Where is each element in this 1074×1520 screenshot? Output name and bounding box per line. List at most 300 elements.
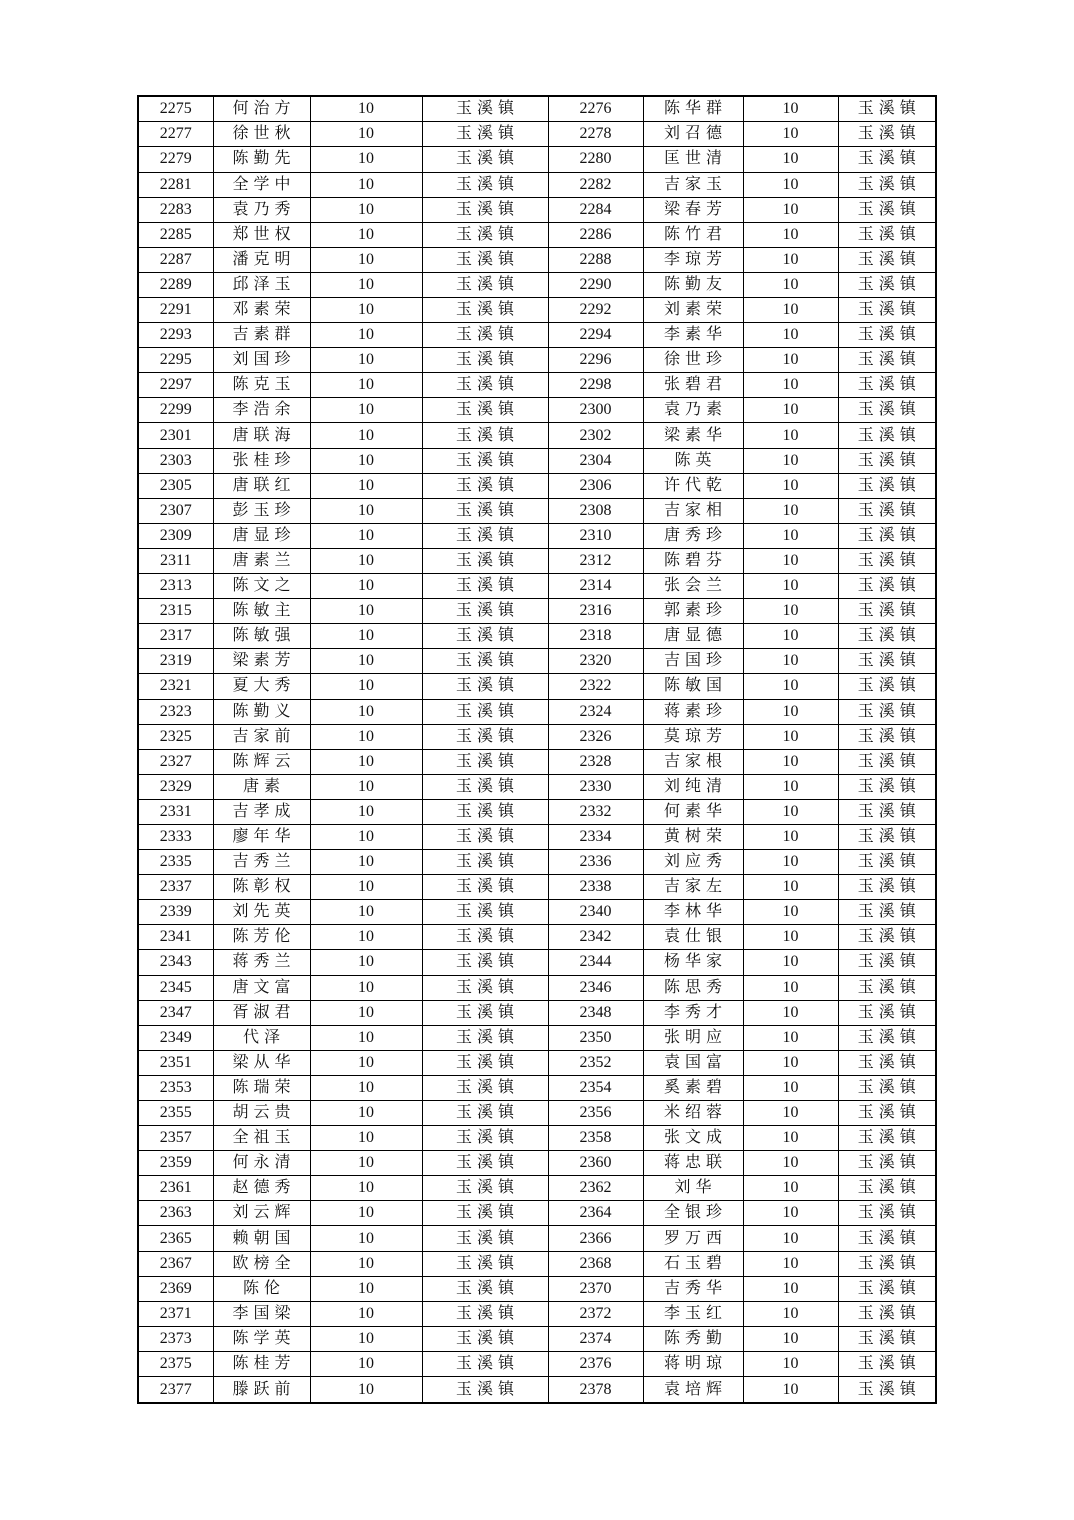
- serial-cell: 2352: [548, 1050, 643, 1075]
- amount-cell: 10: [310, 749, 422, 774]
- town-cell: 玉溪镇: [422, 724, 548, 749]
- amount-cell: 10: [310, 1075, 422, 1100]
- amount-cell: 10: [743, 875, 838, 900]
- town-cell: 玉溪镇: [838, 1101, 936, 1126]
- amount-cell: 10: [310, 1025, 422, 1050]
- amount-cell: 10: [310, 1301, 422, 1326]
- serial-cell: 2277: [138, 122, 213, 147]
- amount-cell: 10: [310, 1176, 422, 1201]
- name-cell: 唐秀珍: [643, 523, 743, 548]
- serial-cell: 2301: [138, 423, 213, 448]
- serial-cell: 2283: [138, 197, 213, 222]
- town-cell: 玉溪镇: [422, 1050, 548, 1075]
- amount-cell: 10: [743, 498, 838, 523]
- serial-cell: 2355: [138, 1101, 213, 1126]
- serial-cell: 2276: [548, 96, 643, 122]
- name-cell: 吉秀兰: [213, 850, 310, 875]
- name-cell: 郭素珍: [643, 599, 743, 624]
- town-cell: 玉溪镇: [838, 599, 936, 624]
- serial-cell: 2350: [548, 1025, 643, 1050]
- serial-cell: 2348: [548, 1000, 643, 1025]
- town-cell: 玉溪镇: [422, 850, 548, 875]
- amount-cell: 10: [743, 1226, 838, 1251]
- town-cell: 玉溪镇: [838, 96, 936, 122]
- town-cell: 玉溪镇: [422, 1075, 548, 1100]
- name-cell: 吉素群: [213, 323, 310, 348]
- serial-cell: 2305: [138, 473, 213, 498]
- serial-cell: 2359: [138, 1151, 213, 1176]
- amount-cell: 10: [310, 548, 422, 573]
- amount-cell: 10: [310, 197, 422, 222]
- amount-cell: 10: [310, 423, 422, 448]
- amount-cell: 10: [743, 749, 838, 774]
- serial-cell: 2342: [548, 925, 643, 950]
- amount-cell: 10: [743, 96, 838, 122]
- amount-cell: 10: [310, 247, 422, 272]
- serial-cell: 2278: [548, 122, 643, 147]
- serial-cell: 2275: [138, 96, 213, 122]
- serial-cell: 2324: [548, 699, 643, 724]
- amount-cell: 10: [310, 875, 422, 900]
- town-cell: 玉溪镇: [838, 197, 936, 222]
- name-cell: 梁从华: [213, 1050, 310, 1075]
- town-cell: 玉溪镇: [838, 1276, 936, 1301]
- amount-cell: 10: [743, 398, 838, 423]
- serial-cell: 2291: [138, 298, 213, 323]
- name-cell: 吉家前: [213, 724, 310, 749]
- town-cell: 玉溪镇: [422, 1000, 548, 1025]
- serial-cell: 2297: [138, 373, 213, 398]
- table-row: [138, 423, 936, 448]
- town-cell: 玉溪镇: [422, 674, 548, 699]
- serial-cell: 2327: [138, 749, 213, 774]
- town-cell: 玉溪镇: [422, 373, 548, 398]
- town-cell: 玉溪镇: [838, 398, 936, 423]
- table-row: [138, 1000, 936, 1025]
- town-cell: 玉溪镇: [422, 548, 548, 573]
- town-cell: 玉溪镇: [422, 1101, 548, 1126]
- town-cell: 玉溪镇: [838, 1151, 936, 1176]
- amount-cell: 10: [743, 799, 838, 824]
- town-cell: 玉溪镇: [838, 298, 936, 323]
- name-cell: 奚素碧: [643, 1075, 743, 1100]
- amount-cell: 10: [310, 1050, 422, 1075]
- amount-cell: 10: [310, 373, 422, 398]
- amount-cell: 10: [743, 1377, 838, 1403]
- town-cell: 玉溪镇: [422, 799, 548, 824]
- table-row: [138, 1075, 936, 1100]
- table-row: [138, 197, 936, 222]
- serial-cell: 2351: [138, 1050, 213, 1075]
- name-cell: 刘云辉: [213, 1201, 310, 1226]
- amount-cell: 10: [743, 172, 838, 197]
- amount-cell: 10: [743, 323, 838, 348]
- table-row: [138, 448, 936, 473]
- amount-cell: 10: [743, 574, 838, 599]
- amount-cell: 10: [310, 323, 422, 348]
- town-cell: 玉溪镇: [838, 950, 936, 975]
- town-cell: 玉溪镇: [838, 1326, 936, 1351]
- name-cell: 陈敏主: [213, 599, 310, 624]
- town-cell: 玉溪镇: [838, 724, 936, 749]
- name-cell: 唐联红: [213, 473, 310, 498]
- table-row: [138, 900, 936, 925]
- amount-cell: 10: [310, 222, 422, 247]
- table-row: [138, 323, 936, 348]
- name-cell: 李国梁: [213, 1301, 310, 1326]
- amount-cell: 10: [310, 799, 422, 824]
- name-cell: 吉家相: [643, 498, 743, 523]
- table-row: [138, 96, 936, 122]
- serial-cell: 2279: [138, 147, 213, 172]
- name-cell: 陈华群: [643, 96, 743, 122]
- amount-cell: 10: [743, 1000, 838, 1025]
- serial-cell: 2336: [548, 850, 643, 875]
- town-cell: 玉溪镇: [422, 473, 548, 498]
- town-cell: 玉溪镇: [838, 975, 936, 1000]
- serial-cell: 2354: [548, 1075, 643, 1100]
- town-cell: 玉溪镇: [422, 925, 548, 950]
- amount-cell: 10: [743, 147, 838, 172]
- amount-cell: 10: [310, 1276, 422, 1301]
- amount-cell: 10: [310, 448, 422, 473]
- name-cell: 陈敏强: [213, 624, 310, 649]
- town-cell: 玉溪镇: [838, 850, 936, 875]
- table-row: [138, 699, 936, 724]
- amount-cell: 10: [310, 1326, 422, 1351]
- serial-cell: 2329: [138, 774, 213, 799]
- name-cell: 蒋明琼: [643, 1351, 743, 1376]
- amount-cell: 10: [743, 247, 838, 272]
- serial-cell: 2296: [548, 348, 643, 373]
- serial-cell: 2338: [548, 875, 643, 900]
- amount-cell: 10: [743, 925, 838, 950]
- amount-cell: 10: [310, 1226, 422, 1251]
- serial-cell: 2374: [548, 1326, 643, 1351]
- town-cell: 玉溪镇: [838, 1226, 936, 1251]
- serial-cell: 2341: [138, 925, 213, 950]
- serial-cell: 2345: [138, 975, 213, 1000]
- serial-cell: 2316: [548, 599, 643, 624]
- serial-cell: 2290: [548, 272, 643, 297]
- name-cell: 杨华家: [643, 950, 743, 975]
- town-cell: 玉溪镇: [838, 122, 936, 147]
- serial-cell: 2286: [548, 222, 643, 247]
- town-cell: 玉溪镇: [422, 247, 548, 272]
- name-cell: 陈彰权: [213, 875, 310, 900]
- name-cell: 陈勤义: [213, 699, 310, 724]
- name-cell: 陈敏国: [643, 674, 743, 699]
- serial-cell: 2375: [138, 1351, 213, 1376]
- town-cell: 玉溪镇: [838, 1201, 936, 1226]
- amount-cell: 10: [743, 122, 838, 147]
- name-cell: 陈文之: [213, 574, 310, 599]
- town-cell: 玉溪镇: [838, 473, 936, 498]
- table-row: [138, 548, 936, 573]
- serial-cell: 2370: [548, 1276, 643, 1301]
- amount-cell: 10: [310, 1351, 422, 1376]
- table-row: [138, 875, 936, 900]
- serial-cell: 2318: [548, 624, 643, 649]
- amount-cell: 10: [310, 975, 422, 1000]
- amount-cell: 10: [743, 373, 838, 398]
- serial-cell: 2322: [548, 674, 643, 699]
- town-cell: 玉溪镇: [838, 147, 936, 172]
- serial-cell: 2281: [138, 172, 213, 197]
- town-cell: 玉溪镇: [838, 172, 936, 197]
- town-cell: 玉溪镇: [422, 875, 548, 900]
- town-cell: 玉溪镇: [422, 1326, 548, 1351]
- town-cell: 玉溪镇: [422, 1151, 548, 1176]
- town-cell: 玉溪镇: [422, 1025, 548, 1050]
- amount-cell: 10: [310, 724, 422, 749]
- table-row: [138, 272, 936, 297]
- name-cell: 陈学英: [213, 1326, 310, 1351]
- name-cell: 许代乾: [643, 473, 743, 498]
- serial-cell: 2294: [548, 323, 643, 348]
- name-cell: 袁培辉: [643, 1377, 743, 1403]
- name-cell: 刘纯清: [643, 774, 743, 799]
- serial-cell: 2310: [548, 523, 643, 548]
- town-cell: 玉溪镇: [422, 222, 548, 247]
- amount-cell: 10: [743, 599, 838, 624]
- table-row: [138, 599, 936, 624]
- serial-cell: 2319: [138, 649, 213, 674]
- serial-cell: 2335: [138, 850, 213, 875]
- amount-cell: 10: [743, 423, 838, 448]
- name-cell: 黄树荣: [643, 824, 743, 849]
- amount-cell: 10: [743, 548, 838, 573]
- table-row: [138, 1276, 936, 1301]
- serial-cell: 2320: [548, 649, 643, 674]
- name-cell: 郑世权: [213, 222, 310, 247]
- name-cell: 刘先英: [213, 900, 310, 925]
- amount-cell: 10: [310, 649, 422, 674]
- town-cell: 玉溪镇: [838, 548, 936, 573]
- table-row: [138, 1351, 936, 1376]
- town-cell: 玉溪镇: [838, 498, 936, 523]
- amount-cell: 10: [310, 1101, 422, 1126]
- town-cell: 玉溪镇: [838, 1075, 936, 1100]
- table-row: [138, 1377, 936, 1403]
- amount-cell: 10: [743, 222, 838, 247]
- roster-table: [137, 95, 937, 1404]
- name-cell: 陈英: [643, 448, 743, 473]
- table-row: [138, 1326, 936, 1351]
- serial-cell: 2304: [548, 448, 643, 473]
- town-cell: 玉溪镇: [838, 1251, 936, 1276]
- name-cell: 唐素: [213, 774, 310, 799]
- serial-cell: 2357: [138, 1126, 213, 1151]
- town-cell: 玉溪镇: [422, 699, 548, 724]
- serial-cell: 2372: [548, 1301, 643, 1326]
- roster-body: [138, 96, 936, 1403]
- serial-cell: 2287: [138, 247, 213, 272]
- name-cell: 张文成: [643, 1126, 743, 1151]
- serial-cell: 2368: [548, 1251, 643, 1276]
- name-cell: 梁素芳: [213, 649, 310, 674]
- amount-cell: 10: [310, 774, 422, 799]
- table-row: [138, 724, 936, 749]
- name-cell: 李素华: [643, 323, 743, 348]
- name-cell: 袁乃秀: [213, 197, 310, 222]
- serial-cell: 2360: [548, 1151, 643, 1176]
- serial-cell: 2317: [138, 624, 213, 649]
- name-cell: 张会兰: [643, 574, 743, 599]
- town-cell: 玉溪镇: [838, 900, 936, 925]
- town-cell: 玉溪镇: [838, 348, 936, 373]
- table-row: [138, 373, 936, 398]
- name-cell: 刘华: [643, 1176, 743, 1201]
- name-cell: 石玉碧: [643, 1251, 743, 1276]
- town-cell: 玉溪镇: [838, 824, 936, 849]
- town-cell: 玉溪镇: [422, 1377, 548, 1403]
- amount-cell: 10: [743, 900, 838, 925]
- town-cell: 玉溪镇: [838, 1377, 936, 1403]
- serial-cell: 2346: [548, 975, 643, 1000]
- serial-cell: 2300: [548, 398, 643, 423]
- table-row: [138, 1226, 936, 1251]
- amount-cell: 10: [743, 1151, 838, 1176]
- town-cell: 玉溪镇: [838, 1025, 936, 1050]
- name-cell: 张碧君: [643, 373, 743, 398]
- town-cell: 玉溪镇: [422, 1201, 548, 1226]
- table-row: [138, 950, 936, 975]
- serial-cell: 2280: [548, 147, 643, 172]
- name-cell: 唐素兰: [213, 548, 310, 573]
- serial-cell: 2292: [548, 298, 643, 323]
- name-cell: 欧榜全: [213, 1251, 310, 1276]
- table-row: [138, 574, 936, 599]
- amount-cell: 10: [743, 1075, 838, 1100]
- table-row: [138, 1251, 936, 1276]
- serial-cell: 2298: [548, 373, 643, 398]
- name-cell: 吉家根: [643, 749, 743, 774]
- town-cell: 玉溪镇: [422, 1351, 548, 1376]
- name-cell: 陈勤先: [213, 147, 310, 172]
- amount-cell: 10: [310, 599, 422, 624]
- amount-cell: 10: [310, 523, 422, 548]
- serial-cell: 2371: [138, 1301, 213, 1326]
- amount-cell: 10: [743, 1201, 838, 1226]
- name-cell: 陈碧芬: [643, 548, 743, 573]
- serial-cell: 2369: [138, 1276, 213, 1301]
- table-row: [138, 975, 936, 1000]
- serial-cell: 2367: [138, 1251, 213, 1276]
- amount-cell: 10: [310, 674, 422, 699]
- name-cell: 陈桂芳: [213, 1351, 310, 1376]
- town-cell: 玉溪镇: [422, 1301, 548, 1326]
- name-cell: 邱泽玉: [213, 272, 310, 297]
- amount-cell: 10: [743, 1351, 838, 1376]
- name-cell: 廖年华: [213, 824, 310, 849]
- table-row: [138, 799, 936, 824]
- serial-cell: 2323: [138, 699, 213, 724]
- name-cell: 吉国珍: [643, 649, 743, 674]
- town-cell: 玉溪镇: [838, 1000, 936, 1025]
- amount-cell: 10: [310, 1377, 422, 1403]
- town-cell: 玉溪镇: [422, 900, 548, 925]
- town-cell: 玉溪镇: [422, 147, 548, 172]
- table-row: [138, 122, 936, 147]
- town-cell: 玉溪镇: [838, 247, 936, 272]
- amount-cell: 10: [743, 649, 838, 674]
- town-cell: 玉溪镇: [422, 1251, 548, 1276]
- name-cell: 唐联海: [213, 423, 310, 448]
- table-row: [138, 774, 936, 799]
- serial-cell: 2343: [138, 950, 213, 975]
- amount-cell: 10: [743, 298, 838, 323]
- serial-cell: 2358: [548, 1126, 643, 1151]
- town-cell: 玉溪镇: [422, 197, 548, 222]
- amount-cell: 10: [310, 1151, 422, 1176]
- serial-cell: 2314: [548, 574, 643, 599]
- town-cell: 玉溪镇: [422, 950, 548, 975]
- town-cell: 玉溪镇: [422, 975, 548, 1000]
- amount-cell: 10: [743, 1276, 838, 1301]
- name-cell: 张桂珍: [213, 448, 310, 473]
- amount-cell: 10: [310, 1201, 422, 1226]
- town-cell: 玉溪镇: [422, 824, 548, 849]
- name-cell: 陈竹君: [643, 222, 743, 247]
- name-cell: 李林华: [643, 900, 743, 925]
- serial-cell: 2326: [548, 724, 643, 749]
- name-cell: 彭玉珍: [213, 498, 310, 523]
- name-cell: 陈瑞荣: [213, 1075, 310, 1100]
- name-cell: 梁春芳: [643, 197, 743, 222]
- name-cell: 唐文富: [213, 975, 310, 1000]
- serial-cell: 2288: [548, 247, 643, 272]
- serial-cell: 2313: [138, 574, 213, 599]
- serial-cell: 2325: [138, 724, 213, 749]
- amount-cell: 10: [743, 950, 838, 975]
- town-cell: 玉溪镇: [838, 624, 936, 649]
- serial-cell: 2311: [138, 548, 213, 573]
- amount-cell: 10: [310, 824, 422, 849]
- table-row: [138, 1101, 936, 1126]
- table-row: [138, 247, 936, 272]
- name-cell: 陈辉云: [213, 749, 310, 774]
- town-cell: 玉溪镇: [838, 272, 936, 297]
- serial-cell: 2373: [138, 1326, 213, 1351]
- table-row: [138, 398, 936, 423]
- amount-cell: 10: [743, 197, 838, 222]
- name-cell: 莫琼芳: [643, 724, 743, 749]
- town-cell: 玉溪镇: [422, 774, 548, 799]
- town-cell: 玉溪镇: [838, 1176, 936, 1201]
- amount-cell: 10: [310, 1126, 422, 1151]
- town-cell: 玉溪镇: [422, 574, 548, 599]
- town-cell: 玉溪镇: [838, 373, 936, 398]
- serial-cell: 2353: [138, 1075, 213, 1100]
- name-cell: 袁仕银: [643, 925, 743, 950]
- name-cell: 吉孝成: [213, 799, 310, 824]
- town-cell: 玉溪镇: [838, 574, 936, 599]
- name-cell: 刘应秀: [643, 850, 743, 875]
- name-cell: 陈勤友: [643, 272, 743, 297]
- serial-cell: 2321: [138, 674, 213, 699]
- serial-cell: 2282: [548, 172, 643, 197]
- table-row: [138, 172, 936, 197]
- name-cell: 吉家玉: [643, 172, 743, 197]
- serial-cell: 2377: [138, 1377, 213, 1403]
- serial-cell: 2289: [138, 272, 213, 297]
- amount-cell: 10: [743, 1126, 838, 1151]
- amount-cell: 10: [743, 674, 838, 699]
- amount-cell: 10: [310, 473, 422, 498]
- town-cell: 玉溪镇: [422, 298, 548, 323]
- serial-cell: 2376: [548, 1351, 643, 1376]
